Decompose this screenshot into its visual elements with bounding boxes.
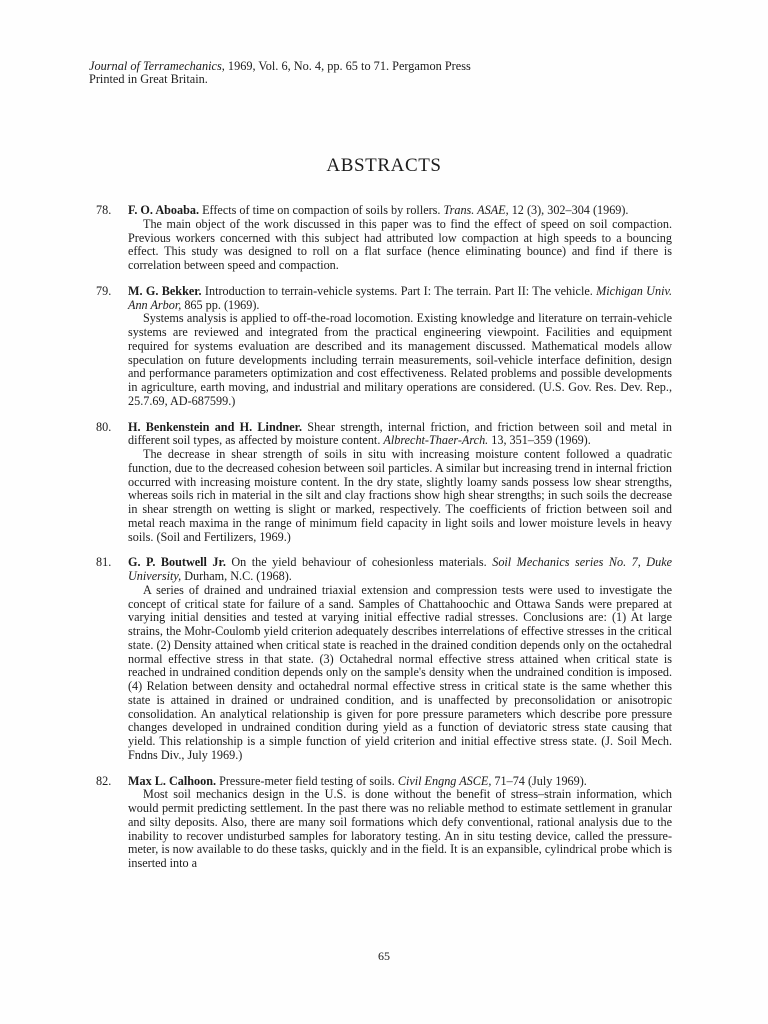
abstract-entry-79	[96, 285, 672, 409]
entry-citation	[128, 556, 672, 584]
entry-author: H. Benkenstein and H. Lindner.	[128, 419, 303, 434]
entry-number: 82.	[96, 773, 112, 788]
entry-citation	[128, 775, 672, 789]
entry-abstract: Systems analysis is applied to off-the-road locomotion. Existing knowledge and literature on terrain-vehicle systems are reviewed and integrated from the practical engineering viewpoint. Facilities and equipment required for systems evaluation are described and its management discussed. Mathematical models allow speculation on future developments including terrain measurements, soil-vehicle interface definition, design and performance parameters optimization and cost effectiveness. Related problems and possible developments in agriculture, earth moving, and industrial and military operations are considered. (U.S. Gov. Res. Dev. Rep., 25.7.69, AD-687599.)	[128, 311, 672, 408]
entry-title: Effects of time on compaction of soils by rollers.	[199, 203, 444, 217]
printed-note: Printed in Great Britain.	[89, 72, 208, 86]
entry-title: Pressure-meter field testing of soils.	[216, 773, 398, 788]
entry-number: 79.	[96, 283, 112, 298]
entry-title: On the yield behaviour of cohesionless materials.	[225, 555, 493, 570]
entry-abstract: The decrease in shear strength of soils in situ with increasing moisture content followed a quadratic function, due to the decreased cohesion between soil particles. A similar but increasing trend in internal friction occurred with increasing moisture content. In the dry state, slightly loamy sands possess low shear strengths, whereas soils rich in material in the silt and clay fractions show high shear strengths; in such soils the decrease in shear strength on wetting is slight or marked, respectively. The coefficients of friction between soil and metal reach maxima in the range of minimum field capacity in light soils and lower moisture levels in heavy soils. (Soil and Fertilizers, 1969.)	[128, 447, 672, 544]
entry-author: Max L. Calhoon.	[128, 773, 217, 788]
journal-name: Journal of Terramechanics	[89, 59, 222, 73]
journal-details: , 1969, Vol. 6, No. 4, pp. 65 to 71. Pergamon Press	[221, 59, 471, 73]
abstract-entry-80	[96, 421, 672, 545]
entry-source: Michigan Univ. Ann Arbor,	[128, 283, 673, 312]
entry-title: Shear strength, internal friction, and friction between soil and metal in different soil types, as affected by moisture content.	[128, 419, 672, 448]
abstract-list	[96, 204, 672, 871]
entry-author: G. P. Boutwell Jr.	[128, 555, 226, 570]
entry-citation	[128, 285, 672, 313]
page-title: ABSTRACTS	[326, 155, 442, 176]
entry-number: 78.	[96, 203, 112, 217]
entry-abstract: The main object of the work discussed in this paper was to find the effect of speed on soil compaction. Previous workers concerned with this subject had attributed low compaction at high speeds to a bouncing effect. This study was designed to roll on a flat surface (hence eliminating bounce) and find if there is correlation between speed and compaction.	[128, 216, 672, 272]
entry-author: F. O. Aboaba.	[128, 203, 200, 217]
entry-details: 13, 351–359 (1969).	[488, 433, 591, 448]
abstract-entry-81	[96, 556, 672, 762]
entry-details: 71–74 (July 1969).	[491, 773, 587, 788]
page-number: 65	[378, 949, 390, 963]
entry-details: 12 (3), 302–304 (1969).	[508, 203, 629, 217]
entry-author: M. G. Bekker.	[128, 283, 202, 298]
entry-title: Introduction to terrain-vehicle systems. Part I: The terrain. Part II: The vehicle.	[201, 283, 597, 298]
abstract-entry-82	[96, 775, 672, 871]
entry-details: Durham, N.C. (1968).	[181, 569, 292, 583]
journal-header	[89, 60, 471, 86]
entry-abstract: A series of drained and undrained triaxial extension and compression tests were used to investigate the concept of critical state for failure of a sand. Samples of Chattahoochic and Ottawa Sands were prepared at varying initial densities and tested at varying initial effective radial stresses. Conclusions are: (1) At large strains, the Mohr-Coulomb yield criterion adequately describes interrelations of effective stresses in the critical state. (2) Density attained when critical state is reached in the drained condition depends only on the octahedral normal effective stress in that state. (3) Octahedral normal effective stress attained when critical state is reached in undrained condition depends only on the sample's density when the undrained condition is imposed. (4) Relation between density and octahedral normal effective stress in critical state is the same whether this state is attained in drained or undrained condition, and is unaffected by preconsolidation or anisotropic consolidation. An analytical relationship is given for pore pressure parameters which describe pore pressure changes developed in undrained condition during yield as a function of deviatoric stress state causing that yield. This relationship is a simple function of yield criterion and initial effective stress state. (J. Soil Mech. Fndns Div., July 1969.)	[128, 582, 672, 762]
entry-source: Albrecht-Thaer-Arch.	[383, 433, 489, 448]
entry-number: 81.	[96, 555, 112, 570]
abstract-entry-78	[96, 204, 672, 273]
entry-citation	[128, 421, 672, 449]
entry-citation	[128, 204, 672, 218]
entry-source: Soil Mechanics series No. 7, Duke University,	[128, 555, 673, 583]
entry-abstract: Most soil mechanics design in the U.S. is done without the benefit of stress–strain information, which would permit predicting settlement. In the past there was no reliable method to estimate settlement in granular and silty deposits. Also, there are many soil formations which defy conventional, rational analysis due to the inability to recover undisturbed samples for laboratory testing. An in situ testing device, called the pressure-meter, is now available to do these tasks, quickly and in the field. It is an expansible, cylindrical probe which is inserted into a	[128, 787, 672, 870]
entry-source: Trans. ASAE,	[443, 203, 509, 217]
entry-details: 865 pp. (1969).	[181, 297, 260, 312]
entry-number: 80.	[96, 419, 112, 434]
entry-source: Civil Engng ASCE,	[397, 773, 492, 788]
